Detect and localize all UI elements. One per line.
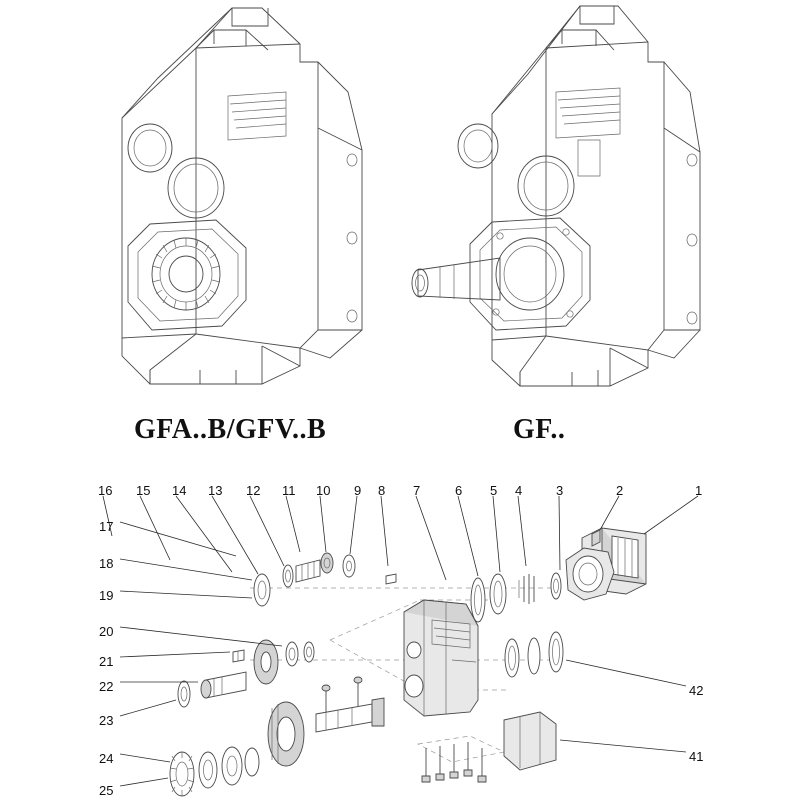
caption-gfa-b: GFA..B/GFV..B — [134, 414, 327, 445]
exploded-part-24 — [316, 698, 384, 732]
callout-right-42: 42 — [689, 683, 704, 698]
exploded-part-19 — [286, 642, 298, 666]
callout-top-9: 9 — [354, 483, 362, 498]
exploded-part-2 — [566, 548, 614, 600]
callout-left-25: 25 — [99, 783, 114, 798]
exploded-part-21 — [233, 650, 244, 662]
exploded-part-3 — [551, 573, 561, 599]
exploded-part-23 — [178, 681, 190, 707]
callout-left-19: 19 — [99, 588, 114, 603]
exploded-part-25 — [170, 747, 259, 796]
exploded-part-10 — [321, 553, 333, 573]
figure-exploded — [103, 496, 698, 796]
exploded-part-8 — [386, 574, 396, 584]
callout-top-3: 3 — [556, 483, 564, 498]
callout-top-6: 6 — [455, 483, 463, 498]
callout-left-17: 17 — [99, 519, 114, 534]
exploded-part-1 — [582, 528, 646, 594]
callout-top-7: 7 — [413, 483, 421, 498]
exploded-part-9 — [343, 555, 355, 577]
callout-top-13: 13 — [208, 483, 223, 498]
exploded-part-13 — [254, 574, 270, 606]
callout-top-5: 5 — [490, 483, 498, 498]
callout-left-23: 23 — [99, 713, 114, 728]
exploded-part-17 — [268, 702, 304, 766]
exploded-part-4 — [519, 574, 534, 604]
exploded-part-12 — [283, 565, 293, 587]
callout-right-41: 41 — [689, 749, 704, 764]
callout-top-4: 4 — [515, 483, 523, 498]
exploded-part-22 — [201, 672, 246, 698]
callout-top-15: 15 — [136, 483, 151, 498]
exploded-part-42 — [505, 632, 563, 677]
caption-gf: GF.. — [513, 414, 566, 445]
callout-left-24: 24 — [99, 751, 114, 766]
callout-left-22: 22 — [99, 679, 114, 694]
callout-top-8: 8 — [378, 483, 386, 498]
exploded-part-7 — [404, 600, 478, 716]
callout-top-14: 14 — [172, 483, 187, 498]
callout-left-18: 18 — [99, 556, 114, 571]
exploded-part-6 — [471, 578, 485, 622]
exploded-part-18 — [254, 640, 278, 684]
callout-top-12: 12 — [246, 483, 261, 498]
callout-top-1: 1 — [695, 483, 703, 498]
callout-left-21: 21 — [99, 654, 114, 669]
callout-top-10: 10 — [316, 483, 331, 498]
exploded-part-5 — [490, 574, 506, 614]
exploded-part-41 — [504, 712, 556, 770]
exploded-part-11 — [296, 560, 320, 582]
figure-top-right — [412, 6, 700, 386]
exploded-part-baseplate — [418, 736, 504, 782]
exploded-part-20 — [304, 642, 314, 662]
callout-left-20: 20 — [99, 624, 114, 639]
callout-top-11: 11 — [282, 483, 296, 498]
exploded-part-studs — [322, 677, 362, 712]
callout-top-16: 16 — [98, 483, 113, 498]
figure-top-left — [122, 8, 362, 384]
callout-top-2: 2 — [616, 483, 624, 498]
